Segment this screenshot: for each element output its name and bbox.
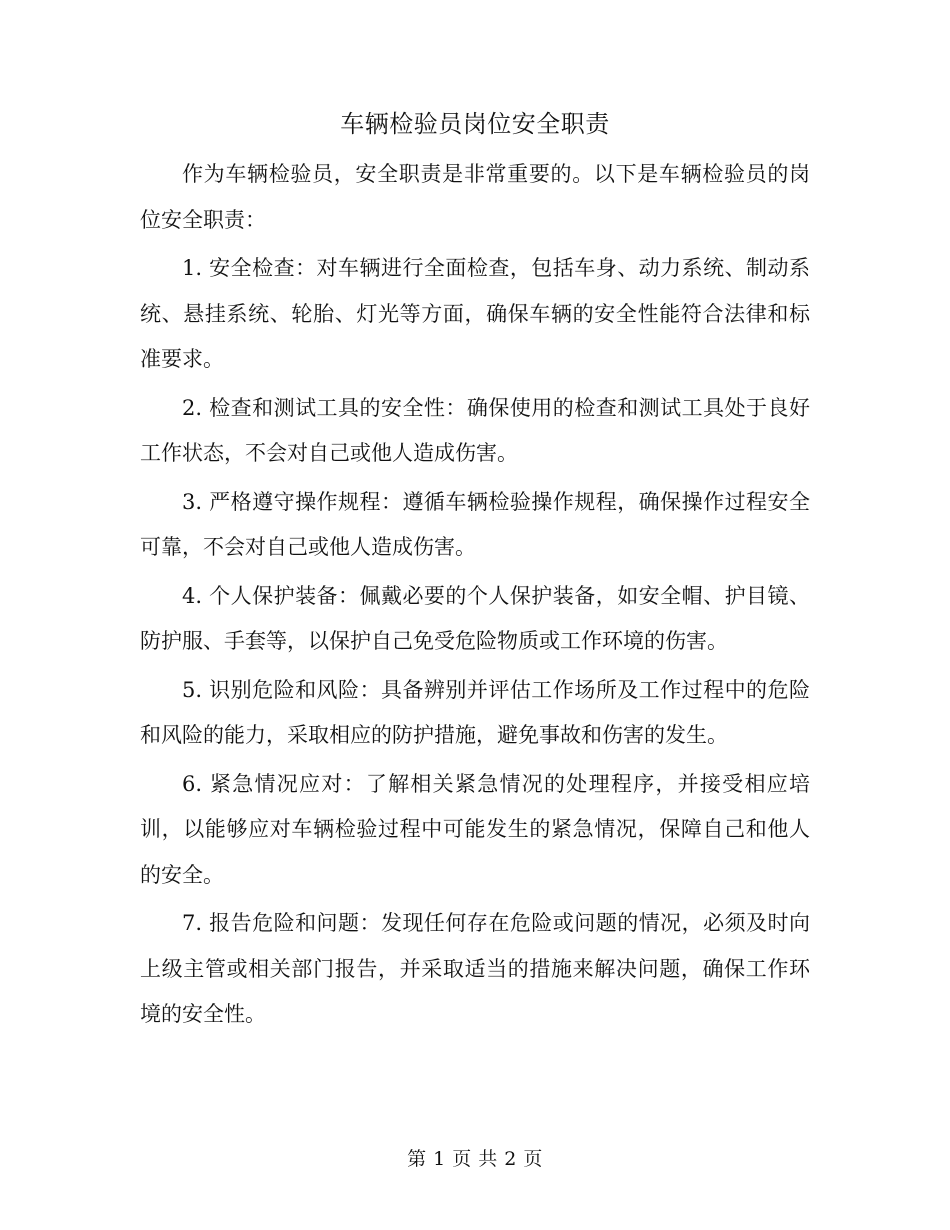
duty-item-hazard-identification: 5. 识别危险和风险：具备辨别并评估工作场所及工作过程中的危险和风险的能力，采取相应的防护措施，避免事故和伤害的发生。 bbox=[140, 677, 810, 747]
intro-paragraph: 作为车辆检验员，安全职责是非常重要的。以下是车辆检验员的岗位安全职责： bbox=[140, 162, 810, 232]
duty-item-reporting-hazards: 7. 报告危险和问题：发现任何存在危险或问题的情况，必须及时向上级主管或相关部门报告，并采取适当的措施来解决问题，确保工作环境的安全性。 bbox=[140, 911, 810, 1026]
document-title: 车辆检验员岗位安全职责 bbox=[340, 110, 610, 138]
duty-item-operating-procedures: 3. 严格遵守操作规程：遵循车辆检验操作规程，确保操作过程安全可靠，不会对自己或他人造成伤害。 bbox=[140, 489, 810, 559]
page-footer: 第 1 页 共 2 页 bbox=[407, 1148, 543, 1170]
duty-item-tool-safety: 2. 检查和测试工具的安全性：确保使用的检查和测试工具处于良好工作状态，不会对自己或他人造成伤害。 bbox=[140, 395, 810, 465]
duty-item-protective-equipment: 4. 个人保护装备：佩戴必要的个人保护装备，如安全帽、护目镜、防护服、手套等，以保护自己免受危险物质或工作环境的伤害。 bbox=[140, 583, 810, 653]
document-body bbox=[140, 102, 810, 1041]
duty-item-safety-inspection: 1. 安全检查：对车辆进行全面检查，包括车身、动力系统、制动系统、悬挂系统、轮胎、灯光等方面，确保车辆的安全性能符合法律和标准要求。 bbox=[140, 256, 810, 371]
duty-item-emergency-response: 6. 紧急情况应对：了解相关紧急情况的处理程序，并接受相应培训，以能够应对车辆检验过程中可能发生的紧急情况，保障自己和他人的安全。 bbox=[140, 771, 810, 887]
